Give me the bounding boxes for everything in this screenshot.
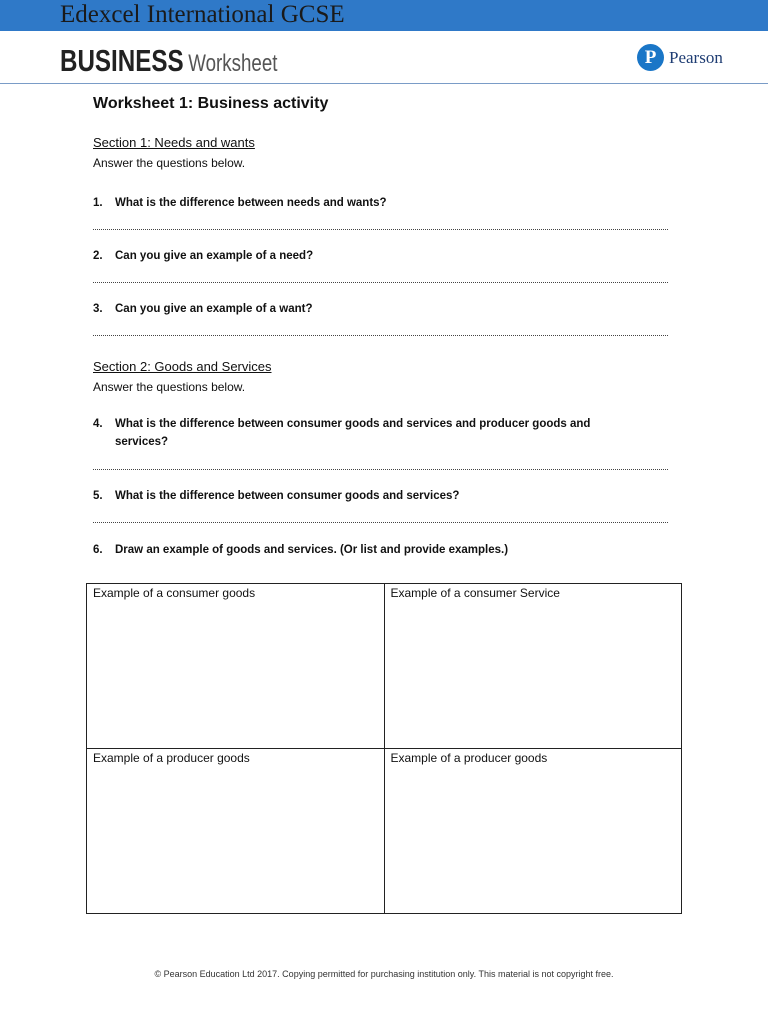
banner-title: Edexcel International GCSE xyxy=(60,1,345,28)
section-2-title: Section 2: Goods and Services xyxy=(93,359,272,374)
producer-goods-cell-2[interactable]: Example of a producer goods xyxy=(384,749,682,914)
table-row xyxy=(87,584,682,749)
question-2: 2. Can you give an example of a need? xyxy=(93,250,314,262)
header-banner xyxy=(0,0,768,31)
answer-line-5[interactable] xyxy=(93,522,668,523)
logo-text: Pearson xyxy=(669,47,723,67)
subject-name: BUSINESS xyxy=(60,43,184,78)
section-2-instruction: Answer the questions below. xyxy=(93,380,246,394)
section-1-instruction: Answer the questions below. xyxy=(93,156,246,170)
question-6: 6. Draw an example of goods and services. (Or list and provide examples.) xyxy=(93,544,509,556)
examples-table xyxy=(86,583,682,914)
answer-line-1[interactable] xyxy=(93,229,668,230)
consumer-service-cell[interactable]: Example of a consumer Service xyxy=(384,584,682,749)
pearson-logo xyxy=(637,44,723,71)
question-1: 1. What is the difference between needs and wants? xyxy=(93,197,387,209)
question-4: 4. What is the difference between consumer goods and services and producer goods and xyxy=(93,418,591,430)
header-divider xyxy=(0,83,768,84)
doc-type: Worksheet xyxy=(188,50,278,77)
answer-line-2[interactable] xyxy=(93,282,668,283)
copyright-footer: © Pearson Education Ltd 2017. Copying permitted for purchasing institution only. This material is not copyright free. xyxy=(154,969,614,979)
pearson-p-icon: P xyxy=(637,44,664,71)
producer-goods-cell[interactable]: Example of a producer goods xyxy=(87,749,385,914)
subject-heading xyxy=(60,43,277,79)
question-5: 5. What is the difference between consumer goods and services? xyxy=(93,490,460,502)
brand-row xyxy=(0,31,768,84)
answer-line-3[interactable] xyxy=(93,335,668,336)
question-4-continued: services? xyxy=(115,436,169,448)
answer-line-4[interactable] xyxy=(93,469,668,470)
question-3: 3. Can you give an example of a want? xyxy=(93,303,313,315)
worksheet-title: Worksheet 1: Business activity xyxy=(93,95,329,112)
table-row xyxy=(87,749,682,914)
consumer-goods-cell[interactable]: Example of a consumer goods xyxy=(87,584,385,749)
section-1-title: Section 1: Needs and wants xyxy=(93,135,255,150)
